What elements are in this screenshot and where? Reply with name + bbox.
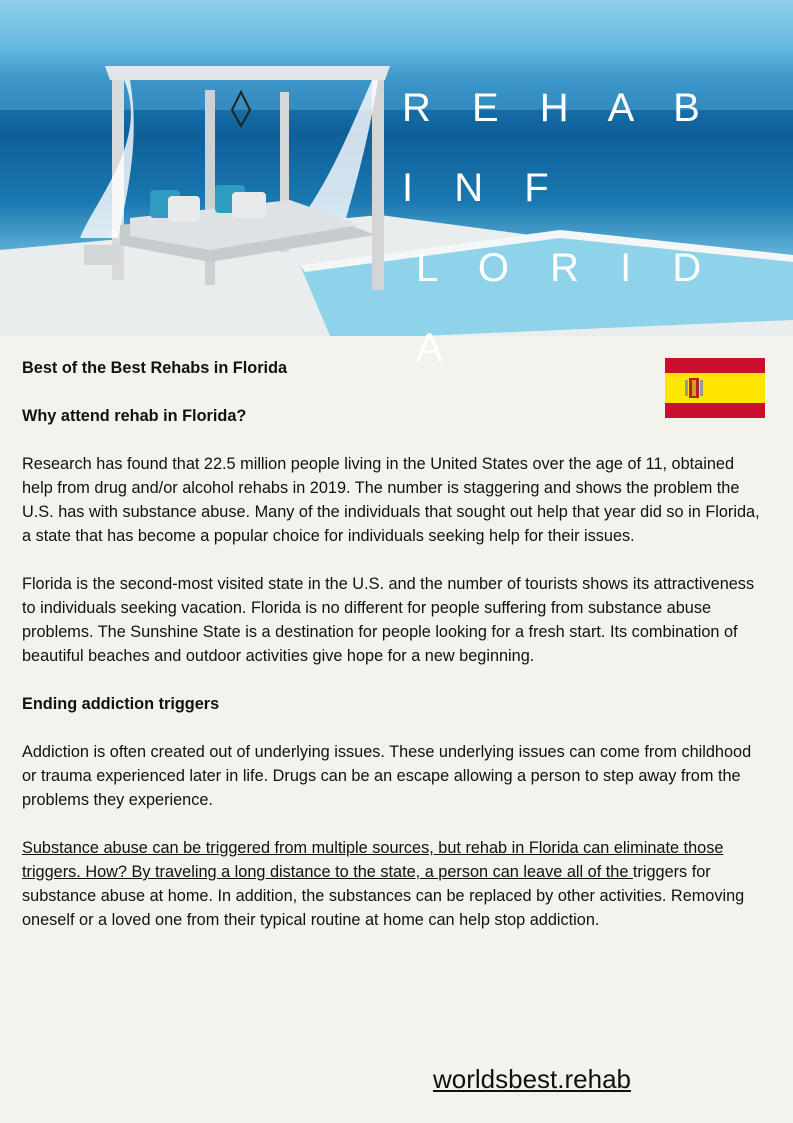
section-heading-why-florida: Why attend rehab in Florida?: [22, 407, 247, 425]
paragraph-triggers: [22, 836, 767, 932]
article-title: Best of the Best Rehabs in Florida: [22, 359, 288, 377]
article: [22, 356, 767, 956]
website-link[interactable]: worldsbest.rehab: [433, 1064, 631, 1094]
paragraph-triggers-rest: triggers for substance abuse at home. In addition, the substances can be replaced by other activities. Removing oneself or a loved one from their typical routine at home can help stop addiction.: [22, 863, 745, 929]
hero-title-line2: L O R I D A: [416, 246, 717, 370]
hero-title-line1: R E H A B I N F: [402, 86, 715, 210]
hero-title: [402, 68, 742, 388]
paragraph-tourism: Florida is the second-most visited state in the U.S. and the number of tourists shows its attractiveness to individuals seeking vacation. Florida is no different for people suffering from substance abuse problems. The Sunshine State is a destination for people looking for a fresh start. Its combination of beautiful beaches and outdoor activities give hope for a new beginning.: [22, 575, 755, 665]
underlined-text: Substance abuse can be triggered from multiple sources, but rehab in Florida can eliminate those triggers. How? By traveling a long distance to the state, a person can leave all of the: [22, 839, 724, 881]
paragraph-research: Research has found that 22.5 million people living in the United States over the age of 11, obtained help from drug and/or alcohol rehabs in 2019. The number is staggering and shows the problem the U.S. has with substance abuse. Many of the individuals that sought out help that year did so in Florida, a state that has become a popular choice for individuals seeking help for their issues.: [22, 455, 760, 545]
section-heading-triggers: Ending addiction triggers: [22, 695, 220, 713]
paragraph-addiction: Addiction is often created out of underlying issues. These underlying issues can come from childhood or trauma experienced later in life. Drugs can be an escape allowing a person to step away from the problems they experience.: [22, 743, 752, 809]
